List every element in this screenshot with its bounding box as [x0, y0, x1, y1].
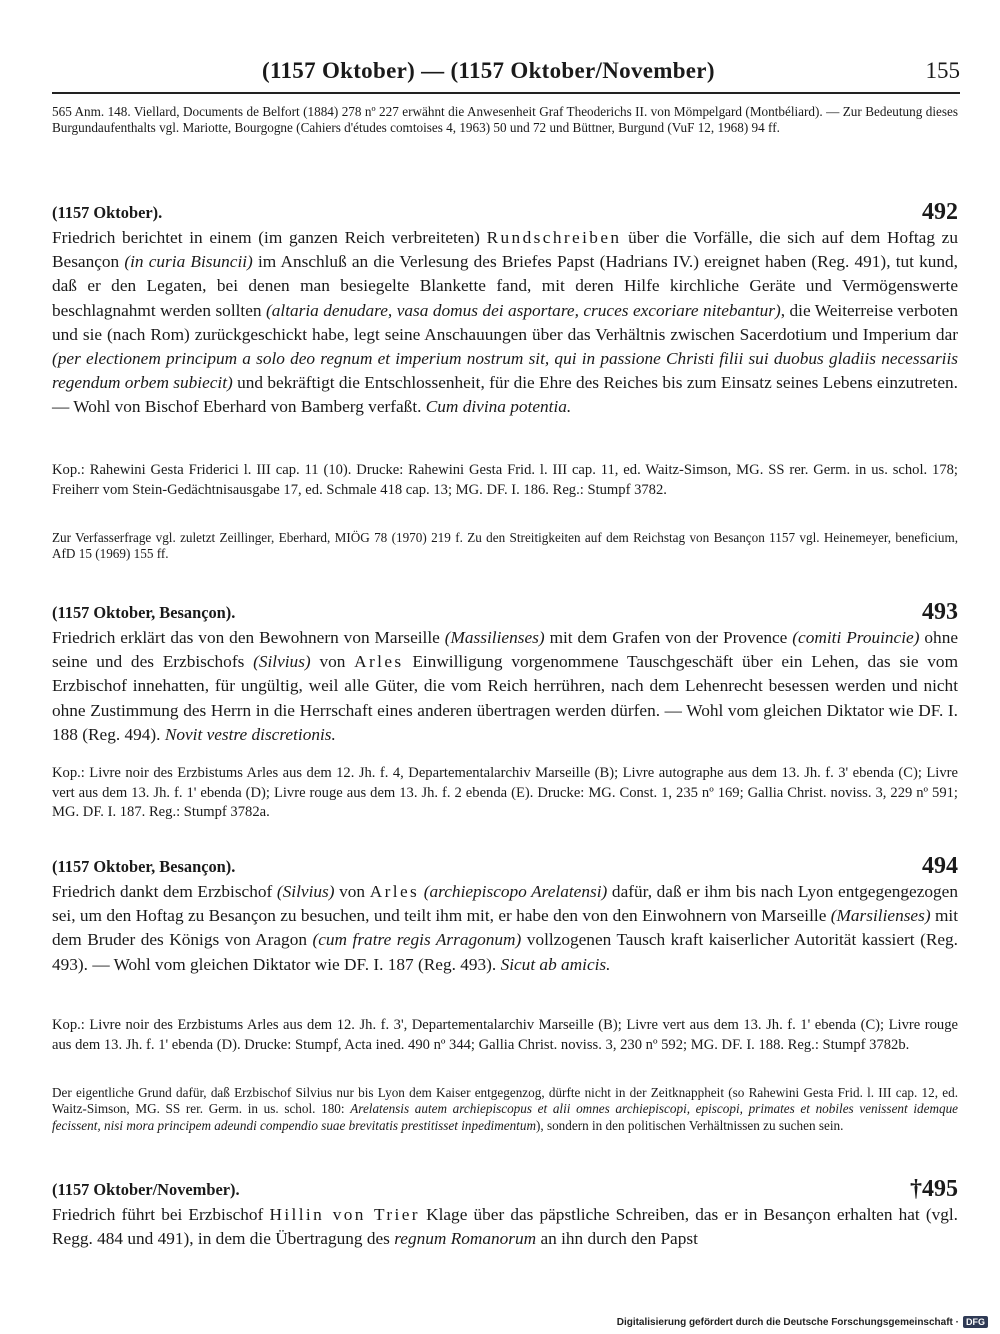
regest-494-header [52, 853, 958, 881]
regest-492-note: Zur Verfasserfrage vgl. zuletzt Zeillinger, Eberhard, MIÖG 78 (1970) 219 f. Zu den Streitigkeiten auf dem Reichstag von Besançon 1157 vgl. Heinemeyer, beneficium, AfD 15 (1969) 155 ff. [52, 530, 958, 562]
spaced-term: Arles [354, 652, 404, 672]
regest-492-header [52, 199, 958, 227]
incipit: Sicut ab amicis. [500, 954, 611, 974]
footer-text: Digitalisierung gefördert durch die Deutsche Forschungsgemeinschaft · [616, 1316, 959, 1328]
regest-492-references: Kop.: Rahewini Gesta Friderici l. III cap. 11 (10). Drucke: Rahewini Gesta Frid. l. III cap. 11, ed. Waitz-Simson, MG. SS rer. Germ. in us. schol. 178; Freiherr vom Stein-Gedächtnisausgabe 17, ed. Schmale 418 cap. 13; MG. DF. I. 186. Reg.: Stumpf 3782. [52, 462, 958, 498]
spaced-term: Arles [369, 882, 420, 901]
regest-494-text: Friedrich dankt dem Erzbischof (Silvius) von Arles (archiepiscopo Arelatensi) dafür, daß er ihm bis nach Lyon entgegengezogen sei, um den Hoftag zu Besançon zu besuchen, und teilt ihm mit, er habe den von den Einwohnern von Marseille (Marsilienses) mit dem Bruder des Königs von Aragon (cum fratre regis Arragonum) vollzogenen Tausch kraft kaiserlicher Autorität kassiert (Reg. 493). — Wohl vom gleichen Diktator wie DF. I. 187 (Reg. 493). Sicut ab amicis. [52, 882, 959, 974]
top-footnote: 565 Anm. 148. Viellard, Documents de Belfort (1884) 278 nº 227 erwähnt die Anwesenheit Graf Theoderichs II. von Mömpelgard (Montbéliard). — Zur Bedeutung dieses Burgundaufenthalts vgl. Mariotte, Bourgogne (Cahiers d'études comtoises 4, 1963) 50 und 72 und Büttner, Burgund (VuF 12, 1968) 94 ff. [52, 104, 958, 136]
regest-493-references: Kop.: Livre noir des Erzbistums Arles aus dem 12. Jh. f. 4, Departementalarchiv Marseille (B); Livre autographe aus dem 13. Jh. f. 3' ebenda (C); Livre vert aus dem 13. Jh. f. 1' ebenda (D); Livre rouge aus dem 13. Jh. f. 2 ebenda (E). Drucke: MG. Const. 1, 235 nº 169; Gallia Christ. noviss. 3, 229 nº 591; MG. DF. I. 187. Reg.: Stumpf 3782a. [52, 765, 958, 821]
regest-date: (1157 Oktober). [52, 203, 163, 222]
regest-494-note: Der eigentliche Grund dafür, daß Erzbischof Silvius nur bis Lyon dem Kaiser entgegenzog, dürfte nicht in der Zeitknappheit (so Rahewini Gesta Frid. l. III cap. 12, ed. Waitz-Simson, MG. SS rer. Germ. in us. schol. 180: Arelatensis autem archiepiscopus et alii omnes archiepiscopi, episcopi, primates et nobiles venissent idemque fecissent, nisi mora principem adeundi compendio suae brevitatis prestitisset inpedimentum), sondern in den politischen Verhältnissen zu suchen sein. [52, 1085, 959, 1133]
funding-footer [617, 1316, 988, 1328]
incipit: Cum divina potentia. [425, 397, 572, 417]
regest-date: (1157 Oktober/November). [52, 1180, 240, 1199]
incipit: Novit vestre discretionis. [164, 724, 336, 744]
spaced-term: Rundschreiben [486, 228, 622, 247]
regest-493-header [52, 599, 958, 627]
regest-number: †495 [910, 1176, 958, 1202]
dfg-logo: DFG [963, 1316, 988, 1328]
regest-date: (1157 Oktober, Besançon). [52, 603, 236, 622]
regest-number: 493 [922, 599, 958, 625]
regest-number: 492 [922, 199, 958, 225]
regest-number: 494 [922, 853, 958, 879]
regest-date: (1157 Oktober, Besançon). [52, 857, 236, 876]
regest-492-text: Friedrich berichtet in einem (im ganzen Reich verbreiteten) Rundschreiben über die Vorfälle, die sich auf dem Hoftag zu Besançon (in curia Bisuncii) im Anschluß an die Verlesung des Briefes Papst (Hadrians IV.) ereignet haben (Reg. 491), tut kund, daß er den Legaten, bei denen man besiegelte Blankette fand, mit deren Hilfe kirchliche Geräte und Vermögenswerte beschlagnahmt werden sollten (altaria denudare, vasa domus dei asportare, cruces excoriare nitebantur), die Weiterreise verboten und sie (nach Rom) zurückgeschickt habe, legt seine Anschauungen über das Verhältnis zwischen Sacerdotium und Imperium dar (per electionem principum a solo deo regnum et imperium nostrum sit, qui in passione Christi filii sui duobus gladiis necessariis regendum orbem subiecit) und bekräftigt die Entschlossenheit, für die Ehre des Reiches bis zum Einsatz seines Lebens einzutreten. — Wohl von Bischof Eberhard von Bamberg verfaßt. Cum divina potentia. [52, 228, 958, 417]
regest-495-text: Friedrich führt bei Erzbischof Hillin von Trier Klage über das päpstliche Schreiben, das er in Besançon erhalten hat (vgl. Regg. 484 und 491), in dem die Übertragung des regnum Romanorum an ihn durch den Papst [52, 1205, 959, 1249]
spaced-term: Hillin von Trier [269, 1205, 420, 1224]
regest-493-text: Friedrich erklärt das von den Bewohnern von Marseille (Massilienses) mit dem Grafen von der Provence (comiti Prouincie) ohne seine und des Erzbischofs (Silvius) von Arles Einwilligung vorgenommene Tauschgeschäft über ein Lehen, das sie vom Erzbischof innehatten, für ungültig, weil alle Güter, die vom Reich herrühren, nach dem Lehenrecht besessen werden und nicht ohne Zustimmung des Herrn in die Herrschaft eines anderen übertragen werden dürfen. — Wohl vom gleichen Diktator wie DF. I. 188 (Reg. 494). Novit vestre discretionis. [52, 628, 959, 744]
regest-494-references: Kop.: Livre noir des Erzbistums Arles aus dem 12. Jh. f. 3', Departementalarchiv Marseille (B); Livre vert aus dem 13. Jh. f. 1' ebenda (C); Livre rouge aus dem 13. Jh. f. 1' ebenda (D). Drucke: Stumpf, Acta ined. 490 nº 344; Gallia Christ. noviss. 3, 230 nº 592; MG. DF. I. 188. Reg.: Stumpf 3782b. [52, 1017, 958, 1053]
regest-495-header [52, 1176, 958, 1204]
page-header [52, 58, 960, 94]
page-number: 155 [925, 58, 960, 83]
running-title: (1157 Oktober) — (1157 Oktober/November) [262, 58, 715, 83]
